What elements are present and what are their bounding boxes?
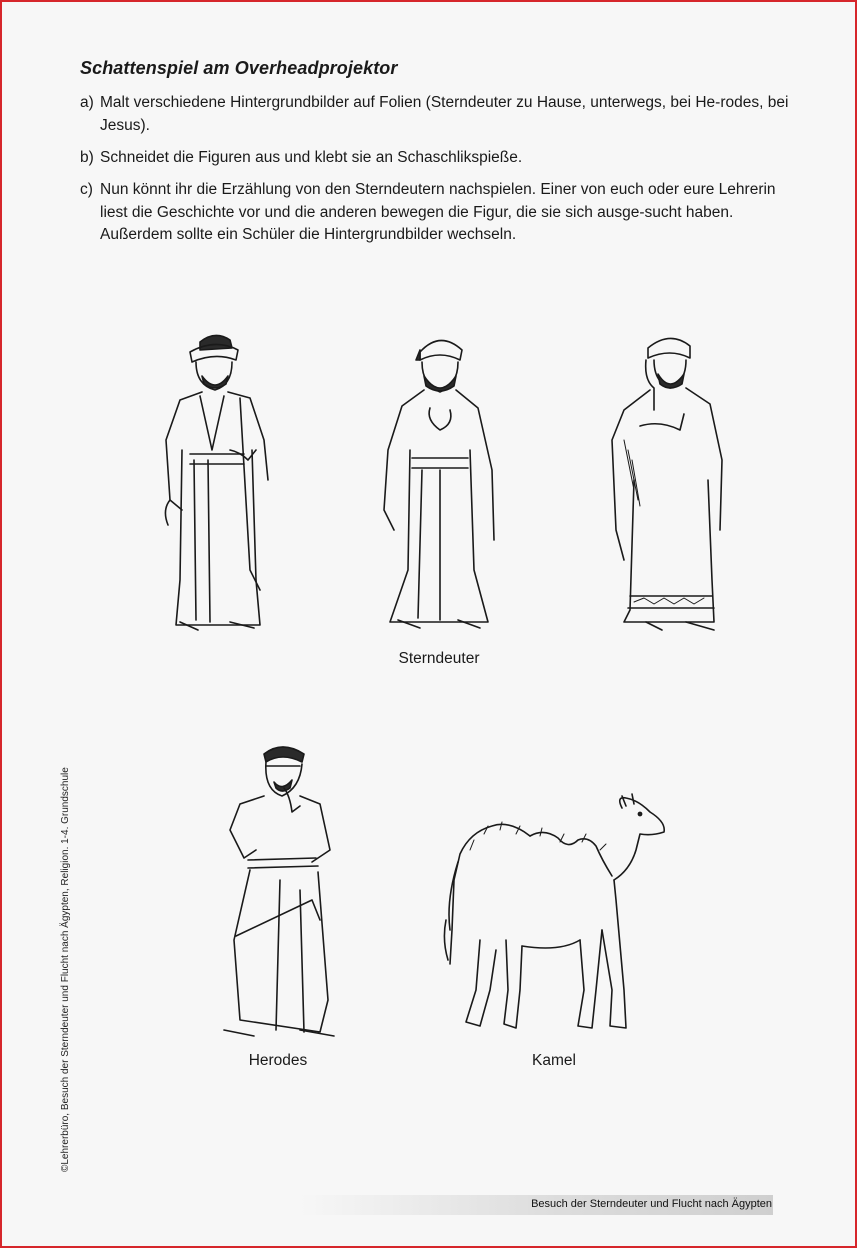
task-a-text: Malt verschiedene Hintergrundbilder auf Folien (Sterndeuter zu Hause, unterwegs, bei He-rodes, bei Jesus).: [100, 94, 789, 134]
task-b-label: b): [80, 149, 94, 166]
camel-figure: [440, 790, 670, 1040]
footer-text: Besuch der Sterndeuter und Flucht nach Ägypten: [531, 1198, 772, 1210]
sterndeuter-figure-2: [380, 330, 498, 640]
sterndeuter-figure-3: [610, 330, 728, 640]
task-c-text: Nun könnt ihr die Erzählung von den Sterndeutern nachspielen. Einer von euch oder eure Lehrerin liest die Geschichte vor und die anderen bewegen die Figur, die sie sich ausge-sucht haben. Außerdem sollte ein Schüler die Hintergrundbilder wechseln.: [100, 181, 776, 243]
task-a-label: a): [80, 94, 94, 111]
caption-herodes: Herodes: [248, 1052, 308, 1069]
caption-kamel: Kamel: [532, 1052, 576, 1069]
sterndeuter-figure-1: [160, 330, 275, 640]
task-c-label: c): [80, 181, 93, 198]
task-b: [80, 147, 800, 170]
caption-sterndeuter: Sterndeuter: [398, 650, 480, 667]
task-b-text: Schneidet die Figuren aus und klebt sie an Schaschlikspieße.: [100, 149, 523, 166]
herodes-figure: [220, 740, 340, 1040]
task-c: [80, 179, 800, 247]
task-a: [80, 92, 800, 137]
copyright-sidebar: ©Lehrerbüro, Besuch der Sterndeuter und Flucht nach Ägypten, Religion. 1-4. Grundschule: [60, 767, 71, 1172]
page-title: Schattenspiel am Overheadprojektor: [80, 58, 398, 78]
